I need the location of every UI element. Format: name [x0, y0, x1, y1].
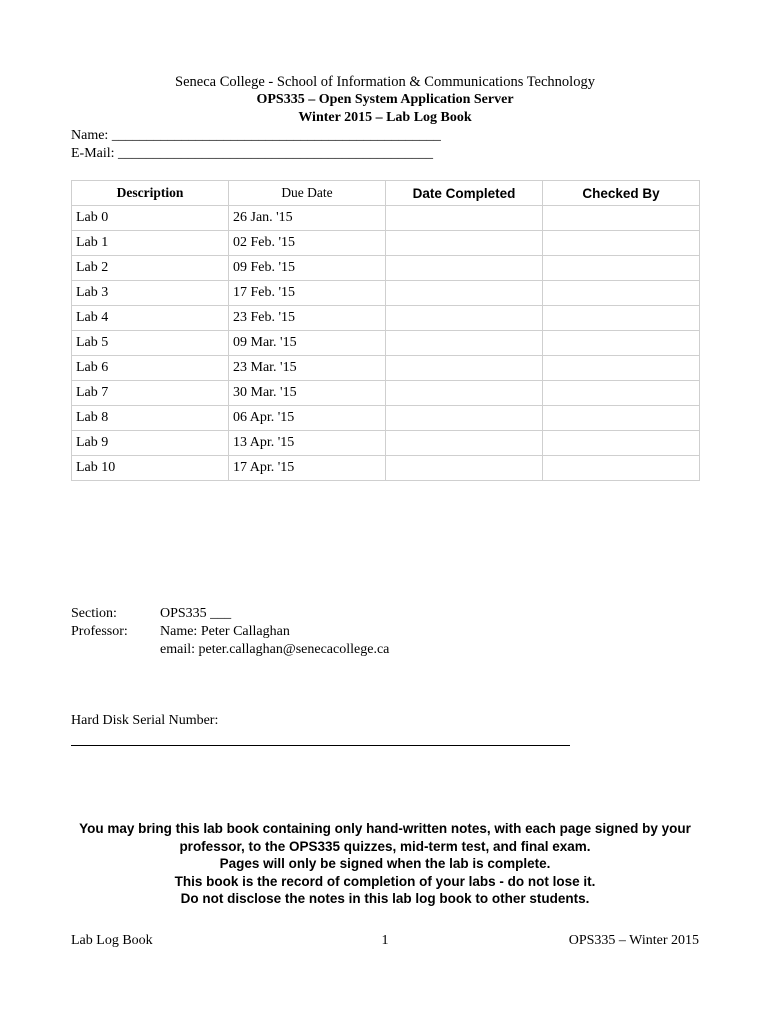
table-row	[72, 231, 700, 256]
checked-by-cell	[543, 331, 700, 356]
date-completed-cell	[386, 456, 543, 481]
column-header-checked-by: Checked By	[543, 181, 700, 206]
checked-by-cell	[543, 456, 700, 481]
lab-description: Lab 8	[72, 406, 229, 431]
lab-description: Lab 5	[72, 331, 229, 356]
professor-name: Name: Peter Callaghan	[160, 624, 290, 639]
due-date: 09 Feb. '15	[229, 256, 386, 281]
table-row	[72, 306, 700, 331]
name-field: Name: _______________________________________________	[71, 128, 441, 143]
date-completed-cell	[386, 306, 543, 331]
hard-disk-label: Hard Disk Serial Number:	[71, 713, 219, 728]
due-date: 17 Apr. '15	[229, 456, 386, 481]
due-date: 26 Jan. '15	[229, 206, 386, 231]
lab-description: Lab 6	[72, 356, 229, 381]
document-title: Winter 2015 – Lab Log Book	[298, 110, 472, 125]
date-completed-cell	[386, 381, 543, 406]
notice-line: Do not disclose the notes in this lab log book to other students.	[180, 891, 590, 907]
due-date: 30 Mar. '15	[229, 381, 386, 406]
checked-by-cell	[543, 256, 700, 281]
table-header-row	[72, 181, 700, 206]
table-row	[72, 281, 700, 306]
notice-line: This book is the record of completion of your labs - do not lose it.	[174, 873, 596, 889]
page-number: 1	[381, 933, 389, 948]
due-date: 02 Feb. '15	[229, 231, 386, 256]
checked-by-cell	[543, 431, 700, 456]
column-header-date-completed: Date Completed	[386, 181, 543, 206]
table-row	[72, 356, 700, 381]
section-value: OPS335 ___	[160, 606, 232, 621]
lab-description: Lab 10	[72, 456, 229, 481]
checked-by-cell	[543, 231, 700, 256]
checked-by-cell	[543, 281, 700, 306]
date-completed-cell	[386, 331, 543, 356]
lab-description: Lab 2	[72, 256, 229, 281]
lab-log-table	[71, 180, 700, 481]
college-title: Seneca College - School of Information & Communications Technology	[175, 74, 595, 90]
table-row	[72, 431, 700, 456]
due-date: 17 Feb. '15	[229, 281, 386, 306]
lab-description: Lab 9	[72, 431, 229, 456]
checked-by-cell	[543, 306, 700, 331]
course-title: OPS335 – Open System Application Server	[256, 92, 514, 107]
checked-by-cell	[543, 206, 700, 231]
notice-line: Pages will only be signed when the lab is complete.	[219, 856, 551, 872]
due-date: 09 Mar. '15	[229, 331, 386, 356]
lab-description: Lab 0	[72, 206, 229, 231]
notice-block	[0, 820, 770, 908]
email-field: E-Mail: _____________________________________________	[71, 146, 434, 161]
table-row	[72, 406, 700, 431]
table-row	[72, 381, 700, 406]
lab-description: Lab 4	[72, 306, 229, 331]
due-date: 23 Feb. '15	[229, 306, 386, 331]
professor-label: Professor:	[71, 624, 128, 639]
date-completed-cell	[386, 231, 543, 256]
due-date: 06 Apr. '15	[229, 406, 386, 431]
lab-description: Lab 1	[72, 231, 229, 256]
checked-by-cell	[543, 406, 700, 431]
professor-email: email: peter.callaghan@senecacollege.ca	[160, 642, 390, 657]
checked-by-cell	[543, 356, 700, 381]
section-label: Section:	[71, 606, 117, 621]
lab-description: Lab 3	[72, 281, 229, 306]
date-completed-cell	[386, 431, 543, 456]
checked-by-cell	[543, 381, 700, 406]
notice-line: professor, to the OPS335 quizzes, mid-term test, and final exam.	[179, 838, 591, 854]
hard-disk-serial-line	[71, 745, 570, 746]
due-date: 13 Apr. '15	[229, 431, 386, 456]
due-date: 23 Mar. '15	[229, 356, 386, 381]
table-row	[72, 256, 700, 281]
date-completed-cell	[386, 256, 543, 281]
date-completed-cell	[386, 281, 543, 306]
footer-left: Lab Log Book	[71, 933, 153, 948]
notice-line: You may bring this lab book containing only hand-written notes, with each page signed by your	[79, 821, 691, 836]
lab-description: Lab 7	[72, 381, 229, 406]
column-header-description: Description	[72, 181, 229, 206]
footer-right: OPS335 – Winter 2015	[568, 933, 699, 948]
table-row	[72, 456, 700, 481]
table-row	[72, 331, 700, 356]
table-row	[72, 206, 700, 231]
date-completed-cell	[386, 206, 543, 231]
date-completed-cell	[386, 356, 543, 381]
date-completed-cell	[386, 406, 543, 431]
column-header-due-date: Due Date	[229, 181, 386, 206]
